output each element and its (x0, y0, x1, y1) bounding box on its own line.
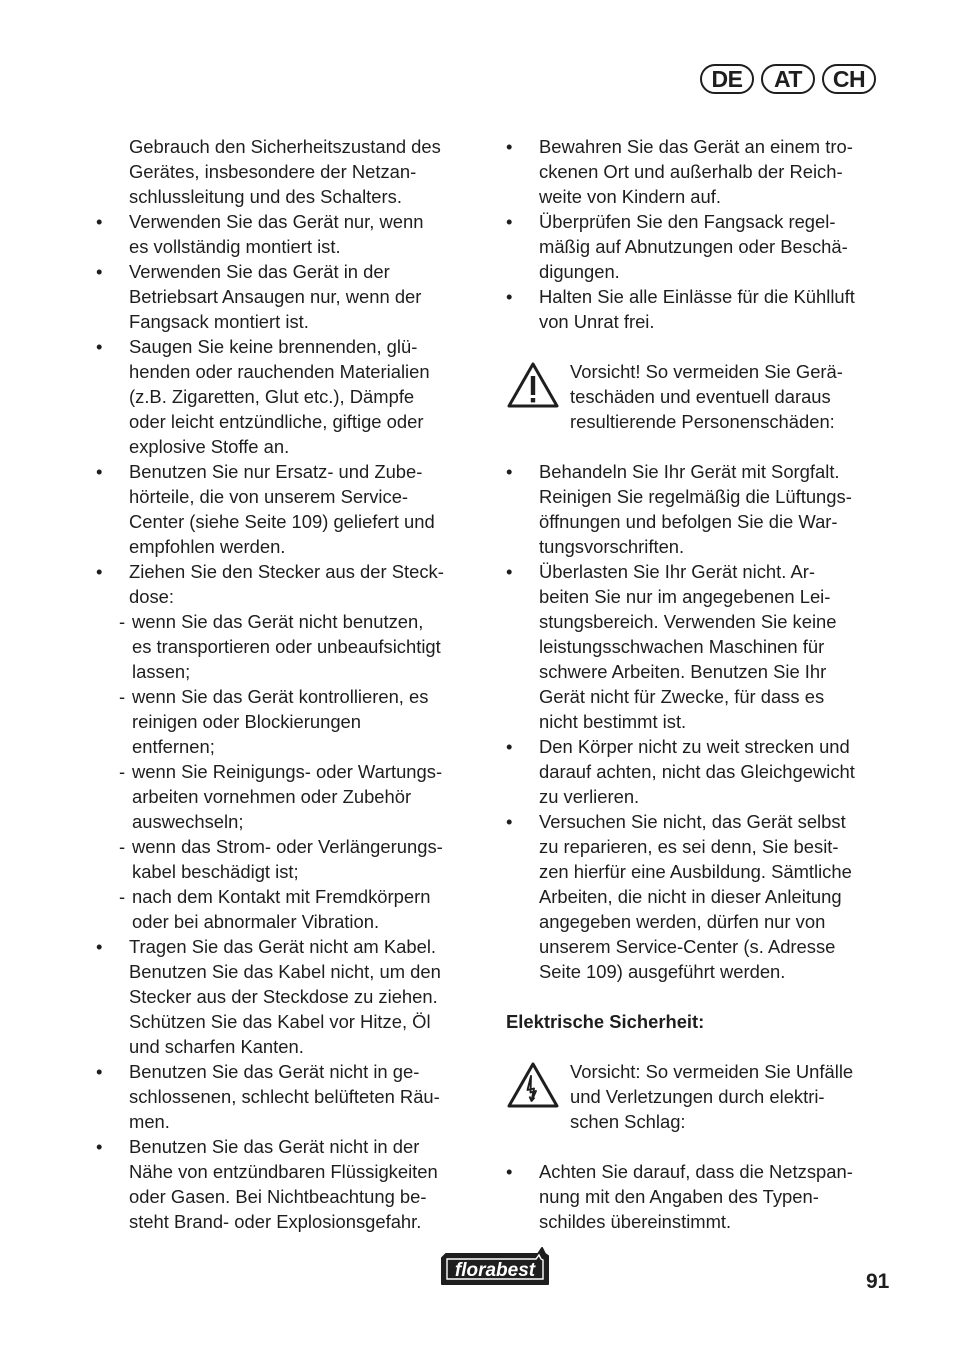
text-line: (z.B. Zigaretten, Glut etc.), Dämpfe (129, 386, 415, 407)
list-item (96, 1134, 482, 1234)
text-line: auswechseln; (132, 811, 244, 832)
text-line: tungsvorschriften. (539, 536, 685, 557)
bullet: • (96, 1061, 103, 1082)
text-line: und Verletzungen durch elektri- (570, 1086, 825, 1107)
spacer (506, 334, 898, 359)
text-line: Halten Sie alle Einlässe für die Kühlluft (539, 286, 855, 307)
text-line: weite von Kindern auf. (539, 186, 721, 207)
bullet: • (506, 286, 513, 307)
text-line: explosive Stoffe an. (129, 436, 290, 457)
text-line: Tragen Sie das Gerät nicht am Kabel. (129, 936, 437, 957)
text-line: schwere Arbeiten. Benutzen Sie Ihr (539, 661, 827, 682)
text-line: schlossenen, schlecht belüfteten Räu- (129, 1086, 440, 1107)
text-line: unserem Service-Center (s. Adresse (539, 936, 836, 957)
text-line: nicht bestimmt ist. (539, 711, 687, 732)
lang-badge-de: DE (700, 64, 754, 94)
bullet: • (96, 561, 103, 582)
language-badges (700, 64, 876, 94)
bullet: • (506, 736, 513, 757)
text-line: Betriebsart Ansaugen nur, wenn der (129, 286, 422, 307)
text-line: Vorsicht! So vermeiden Sie Gerä- (570, 361, 843, 382)
bullet: • (96, 261, 103, 282)
bullet: • (506, 136, 513, 157)
text-line: von Unrat frei. (539, 311, 655, 332)
text-line: wenn Sie das Gerät kontrollieren, es (132, 686, 429, 707)
bullet: • (506, 561, 513, 582)
text-line: stungsbereich. Verwenden Sie keine (539, 611, 837, 632)
bullet: • (506, 461, 513, 482)
text-line: Seite 109) ausgeführt werden. (539, 961, 786, 982)
text-line: men. (129, 1111, 170, 1132)
text-line: Center (siehe Seite 109) geliefert und (129, 511, 435, 532)
dash: - (119, 611, 126, 632)
text-line: zen hierfür eine Ausbildung. Sämtliche (539, 861, 852, 882)
list-item (506, 809, 898, 984)
text-line: Behandeln Sie Ihr Gerät mit Sorgfalt. (539, 461, 840, 482)
text-line: wenn Sie Reinigungs- oder Wartungs- (132, 761, 443, 782)
list-item (96, 459, 482, 559)
text-line: arbeiten vornehmen oder Zubehör (132, 786, 412, 807)
list-item (506, 1159, 898, 1234)
text-line: Stecker aus der Steckdose zu ziehen. (129, 986, 438, 1007)
spacer (506, 434, 898, 459)
text-line: ckenen Ort und außerhalb der Reich- (539, 161, 843, 182)
warning-electric-notice (506, 1059, 898, 1134)
text-line: digungen. (539, 261, 620, 282)
text-line: Überlasten Sie Ihr Gerät nicht. Ar- (539, 561, 815, 582)
text-line: darauf achten, nicht das Gleichgewicht (539, 761, 855, 782)
sub-list-item (96, 684, 482, 759)
bullet: • (96, 1136, 103, 1157)
text-line: dose: (129, 586, 174, 607)
text-line: nung mit den Angaben des Typen- (539, 1186, 819, 1207)
list-item (96, 209, 482, 259)
logo-text: florabest (454, 1260, 536, 1281)
text-line: reinigen oder Blockierungen (132, 711, 362, 732)
warning-general-notice (506, 359, 898, 434)
intro-continuation (96, 134, 482, 209)
text-line: Vorsicht: So vermeiden Sie Unfälle (570, 1061, 854, 1082)
text-line: oder Gasen. Bei Nichtbeachtung be- (129, 1186, 427, 1207)
lang-badge-ch: CH (822, 64, 876, 94)
spacer (506, 984, 898, 1009)
text-line: kabel beschädigt ist; (132, 861, 299, 882)
sub-list-item (96, 609, 482, 684)
bullet: • (96, 336, 103, 357)
florabest-logo (438, 1244, 552, 1290)
left-column (96, 134, 482, 1234)
text-line: henden oder rauchenden Materialien (129, 361, 430, 382)
lang-badge-at: AT (761, 64, 815, 94)
list-item (96, 334, 482, 459)
warning-electric-icon (506, 1061, 560, 1109)
text-line: oder bei abnormaler Vibration. (132, 911, 380, 932)
spacer (506, 1034, 898, 1059)
text-line: Gerät nicht für Zwecke, für dass es (539, 686, 825, 707)
text-line: öffnungen und befolgen Sie die War- (539, 511, 838, 532)
text-line: Verwenden Sie das Gerät in der (129, 261, 390, 282)
text-line: schlussleitung und des Schalters. (129, 186, 402, 207)
text-line: schen Schlag: (570, 1111, 686, 1132)
text-line: Überprüfen Sie den Fangsack regel- (539, 211, 836, 232)
warning-exclamation-icon (506, 361, 560, 409)
list-item (506, 209, 898, 284)
text-line: leistungsschwachen Maschinen für (539, 636, 825, 657)
text-line: steht Brand- oder Explosionsgefahr. (129, 1211, 422, 1232)
sub-list-item (96, 834, 482, 884)
text-line: Reinigen Sie regelmäßig die Lüftungs- (539, 486, 852, 507)
bullet: • (506, 811, 513, 832)
text-line: Versuchen Sie nicht, das Gerät selbst (539, 811, 846, 832)
text-line: Bewahren Sie das Gerät an einem tro- (539, 136, 853, 157)
text-line: Gebrauch den Sicherheitszustand des (129, 136, 441, 157)
text-line: Benutzen Sie das Kabel nicht, um den (129, 961, 441, 982)
spacer (506, 1134, 898, 1159)
text-line: Ziehen Sie den Stecker aus der Steck- (129, 561, 444, 582)
text-line: Benutzen Sie das Gerät nicht in ge- (129, 1061, 420, 1082)
text-line: zu reparieren, es sei denn, Sie besit- (539, 836, 839, 857)
dash: - (119, 836, 126, 857)
text-line: es vollständig montiert ist. (129, 236, 341, 257)
text-line: oder leicht entzündliche, giftige oder (129, 411, 424, 432)
text-line: Den Körper nicht zu weit strecken und (539, 736, 850, 757)
list-item (506, 134, 898, 209)
bullet: • (96, 461, 103, 482)
section-heading-electrical-safety: Elektrische Sicherheit: (506, 1011, 705, 1032)
list-item (506, 284, 898, 334)
text-line: Achten Sie darauf, dass die Netzspan- (539, 1161, 853, 1182)
list-item (96, 559, 482, 609)
dash: - (119, 686, 126, 707)
text-line: Fangsack montiert ist. (129, 311, 309, 332)
list-item (96, 259, 482, 334)
text-line: mäßig auf Abnutzungen oder Beschä- (539, 236, 848, 257)
text-line: Benutzen Sie nur Ersatz- und Zube- (129, 461, 423, 482)
dash: - (119, 886, 126, 907)
list-item (506, 459, 898, 559)
text-line: lassen; (132, 661, 191, 682)
right-column (506, 134, 898, 1234)
bullet: • (506, 211, 513, 232)
text-line: und scharfen Kanten. (129, 1036, 304, 1057)
text-line: schildes übereinstimmt. (539, 1211, 732, 1232)
dash: - (119, 761, 126, 782)
text-line: angegeben werden, dürfen nur von (539, 911, 826, 932)
sub-list-item (96, 759, 482, 834)
text-line: hörteile, die von unserem Service- (129, 486, 409, 507)
text-line: nach dem Kontakt mit Fremdkörpern (132, 886, 431, 907)
text-line: Arbeiten, die nicht in dieser Anleitung (539, 886, 842, 907)
list-item (96, 1059, 482, 1134)
text-line: beiten Sie nur im angegebenen Lei- (539, 586, 831, 607)
bullet: • (96, 936, 103, 957)
list-item (506, 559, 898, 734)
text-line: Gerätes, insbesondere der Netzan- (129, 161, 417, 182)
text-line: resultierende Personenschäden: (570, 411, 835, 432)
text-line: wenn das Strom- oder Verlängerungs- (132, 836, 443, 857)
text-line: zu verlieren. (539, 786, 640, 807)
text-line: Saugen Sie keine brennenden, glü- (129, 336, 418, 357)
page-number: 91 (866, 1270, 890, 1293)
text-line: Verwenden Sie das Gerät nur, wenn (129, 211, 424, 232)
text-line: Nähe von entzündbaren Flüssigkeiten (129, 1161, 438, 1182)
text-line: wenn Sie das Gerät nicht benutzen, (132, 611, 424, 632)
text-line: entfernen; (132, 736, 215, 757)
bullet: • (506, 1161, 513, 1182)
list-item (96, 934, 482, 1059)
sub-list-item (96, 884, 482, 934)
bullet: • (96, 211, 103, 232)
text-line: Schützen Sie das Kabel vor Hitze, Öl (129, 1011, 431, 1032)
text-line: es transportieren oder unbeaufsichtigt (132, 636, 441, 657)
list-item (506, 734, 898, 809)
text-line: teschäden und eventuell daraus (570, 386, 831, 407)
text-line: empfohlen werden. (129, 536, 286, 557)
text-line: Benutzen Sie das Gerät nicht in der (129, 1136, 420, 1157)
